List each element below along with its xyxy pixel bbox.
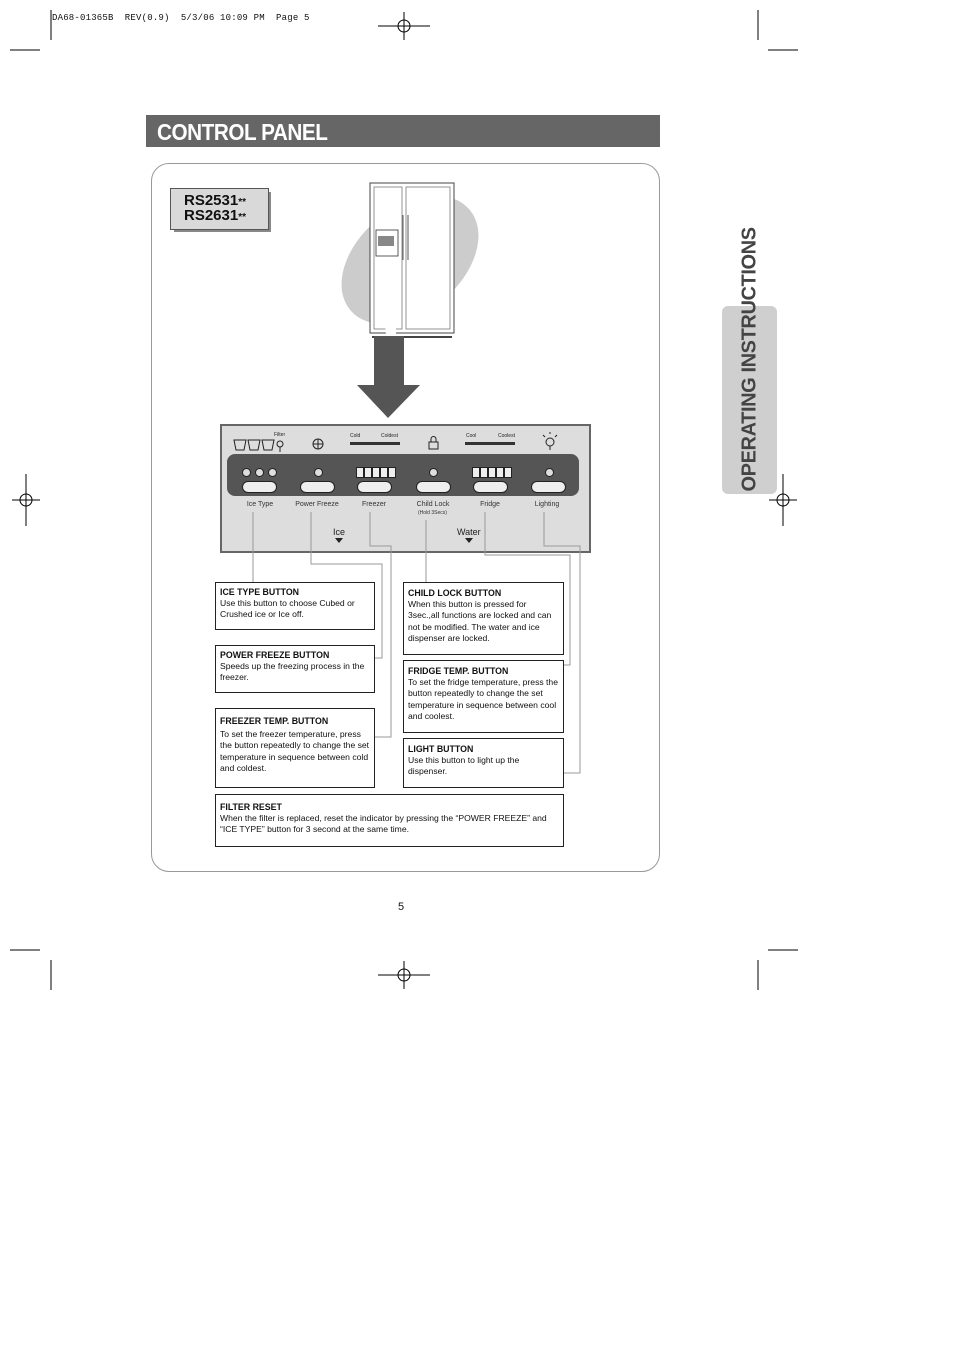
freezer-coldest-label: Coldest: [381, 433, 398, 439]
water-label: Water: [457, 527, 481, 537]
power-freeze-label: Power Freeze: [295, 501, 339, 508]
callout-text: To set the fridge temperature, press the button repeatedly to change the set temperature in sequence between cool and coolest.: [408, 677, 558, 721]
child-lock-label: Child Lock: [416, 501, 450, 508]
freezer-label: Freezer: [361, 501, 387, 508]
callout-text: When this button is pressed for 3sec.,all functions are locked and can not be modified. The water and ice dispenser are locked.: [408, 599, 552, 643]
filter-label: Filter: [274, 432, 286, 438]
model-1: RS2531**: [184, 192, 247, 209]
ice-label: Ice: [333, 527, 346, 537]
freezer-temp-callout: [215, 708, 375, 788]
callout-title: ICE TYPE BUTTON: [220, 587, 300, 597]
callout-text: Speeds up the freezing process in the freezer.: [220, 661, 365, 683]
ice-type-callout: [215, 582, 375, 630]
model-2: RS2631**: [184, 207, 247, 224]
ice-type-label: Ice Type: [246, 501, 274, 508]
fridge-cool-label: Cool: [466, 433, 477, 439]
lighting-label: Lighting: [534, 501, 560, 508]
callout-title: LIGHT BUTTON: [408, 744, 474, 754]
callout-title: POWER FREEZE BUTTON: [220, 650, 330, 660]
callout-title: FREEZER TEMP. BUTTON: [220, 716, 329, 726]
callout-text: When the filter is replaced, reset the indicator by pressing the “POWER FREEZE” and “ICE TYPE” button for 3 second at the same time.: [220, 813, 547, 835]
filter-reset-callout: [215, 794, 564, 847]
section-tab-label: OPERATING INSTRUCTIONS: [738, 227, 761, 492]
callout-text: Use this button to choose Cubed or Crushed ice or Ice off.: [220, 598, 355, 620]
callout-text: Use this button to light up the dispenser.: [408, 755, 520, 777]
page-title: CONTROL PANEL: [157, 119, 328, 145]
fridge-label: Fridge: [480, 501, 500, 508]
freezer-cold-label: Cold: [350, 433, 361, 439]
callout-title: FRIDGE TEMP. BUTTON: [408, 666, 509, 676]
child-lock-hold-label: (Hold 3Secs): [418, 510, 447, 516]
callout-text: To set the freezer temperature, press the button repeatedly to change the set temperature in sequence between cold and coldest.: [220, 729, 370, 773]
print-metadata: DA68-01365B REV(0.9) 5/3/06 10:09 PM Page 5: [52, 13, 310, 23]
light-callout: [403, 738, 564, 788]
fridge-temp-callout: [403, 660, 564, 733]
callout-title: FILTER RESET: [220, 802, 282, 812]
power-freeze-callout: [215, 645, 375, 693]
child-lock-callout: [403, 582, 564, 655]
fridge-coolest-label: Coolest: [498, 433, 515, 439]
callout-title: CHILD LOCK BUTTON: [408, 588, 502, 598]
page-number: 5: [398, 901, 405, 913]
